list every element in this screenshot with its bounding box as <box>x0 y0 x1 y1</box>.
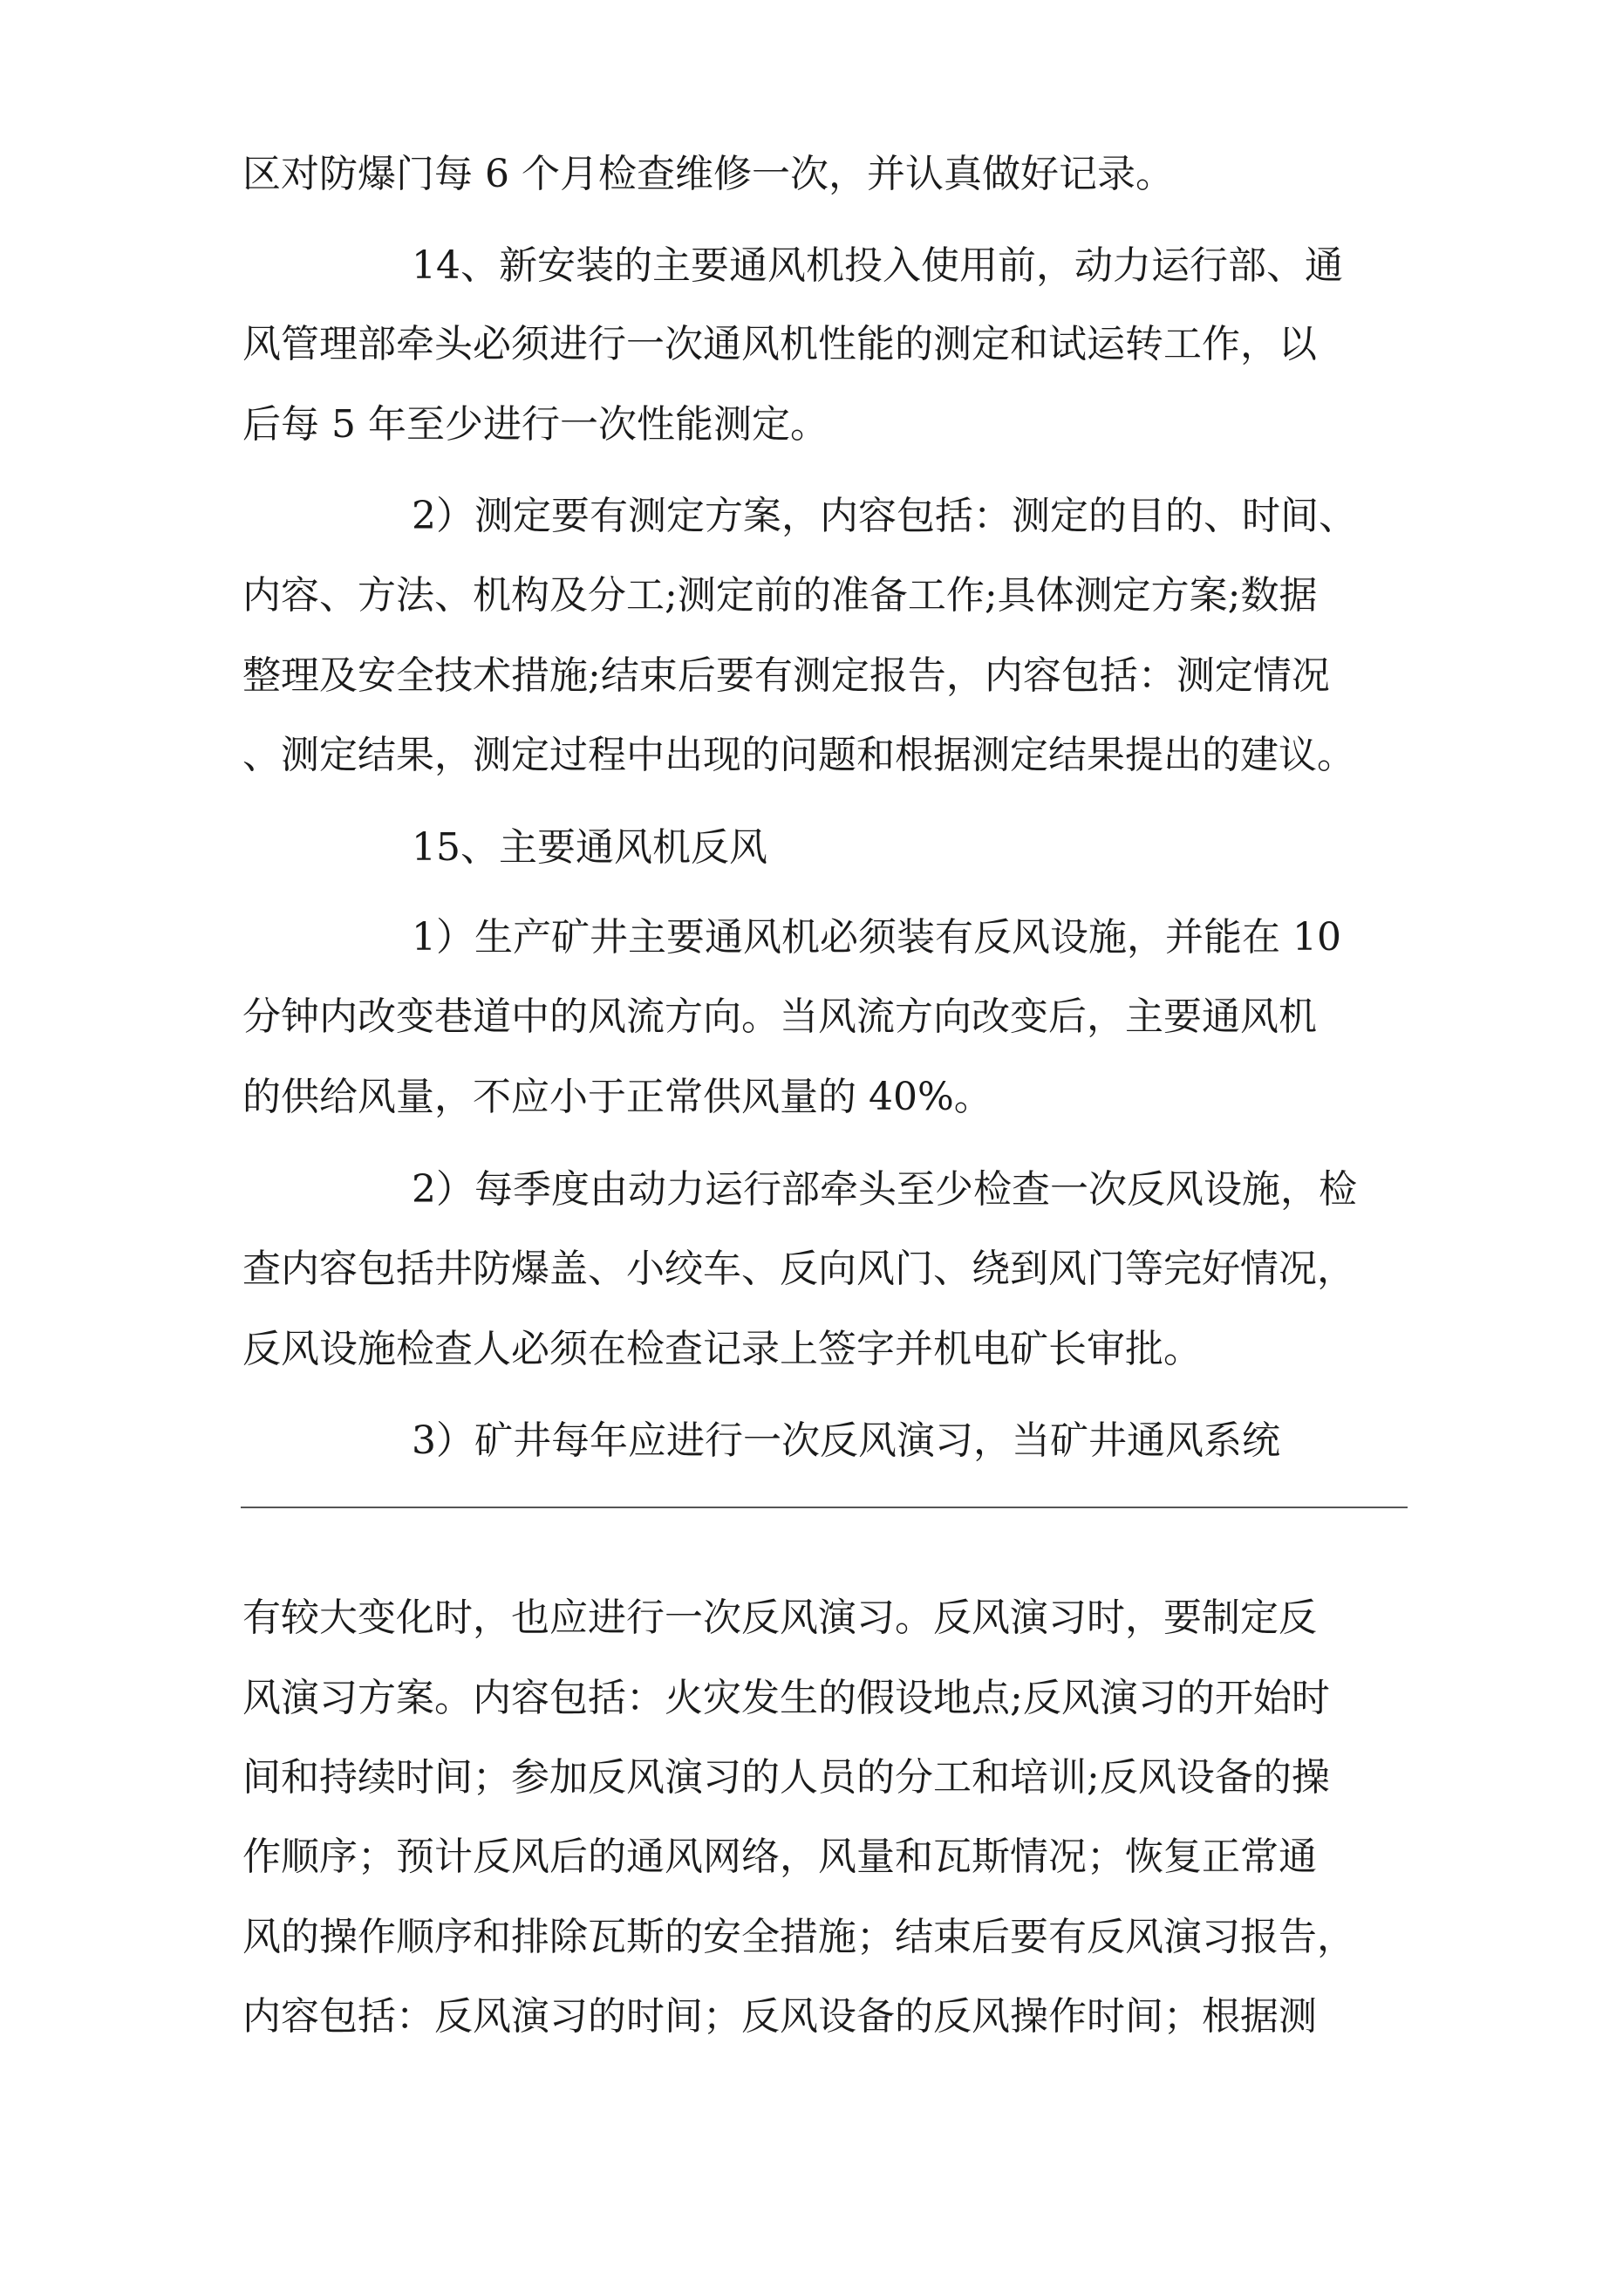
page-divider <box>241 1507 1408 1508</box>
text-line: 作顺序；预计反风后的通风网络，风量和瓦斯情况；恢复正常通 <box>242 1835 1317 1879</box>
text-line: 风演习方案。内容包括：火灾发生的假设地点;反风演习的开始时 <box>242 1676 1330 1720</box>
text-line: 间和持续时间；参加反风演习的人员的分工和培训;反风设备的操 <box>242 1755 1330 1800</box>
text-line: 风管理部牵头必须进行一次通风机性能的测定和试运转工作，以 <box>242 322 1317 366</box>
text-line: 1）生产矿井主要通风机必须装有反风设施，并能在 10 <box>412 915 1341 960</box>
text-line: 的供给风量，不应小于正常供风量的 40%。 <box>242 1075 992 1119</box>
text-line: 有较大变化时，也应进行一次反风演习。反风演习时，要制定反 <box>242 1596 1317 1640</box>
text-line: 2）测定要有测定方案，内容包括：测定的目的、时间、 <box>412 494 1357 538</box>
text-line: 内容、方法、机构及分工;测定前的准备工作;具体测定方案;数据 <box>242 573 1318 618</box>
text-line: 后每 5 年至少进行一次性能测定。 <box>242 402 829 447</box>
text-line: 、测定结果，测定过程中出现的问题和根据测定结果提出的建议。 <box>242 733 1355 777</box>
text-line: 整理及安全技术措施;结束后要有测定报告，内容包括：测定情况 <box>242 653 1330 698</box>
text-line: 分钟内改变巷道中的风流方向。当风流方向改变后，主要通风机 <box>242 994 1317 1039</box>
text-line: 14、新安装的主要通风机投入使用前，动力运行部、通 <box>412 243 1343 288</box>
text-line: 3）矿井每年应进行一次反风演习，当矿井通风系统 <box>412 1418 1280 1463</box>
text-line: 反风设施检查人必须在检查记录上签字并机电矿长审批。 <box>242 1327 1202 1371</box>
text-line: 内容包括：反风演习的时间；反风设备的反风操作时间；根据测 <box>242 1994 1317 2039</box>
text-line: 风的操作顺序和排除瓦斯的安全措施；结束后要有反风演习报告， <box>242 1915 1355 1959</box>
text-line: 查内容包括井防爆盖、小绞车、反向风门、绕到风门等完好情况， <box>242 1247 1355 1291</box>
text-line: 15、主要通风机反风 <box>412 825 767 870</box>
text-line: 区对防爆门每 6 个月检查维修一次，并认真做好记录。 <box>242 152 1174 196</box>
text-line: 2）每季度由动力运行部牵头至少检查一次反风设施，检 <box>412 1167 1357 1212</box>
